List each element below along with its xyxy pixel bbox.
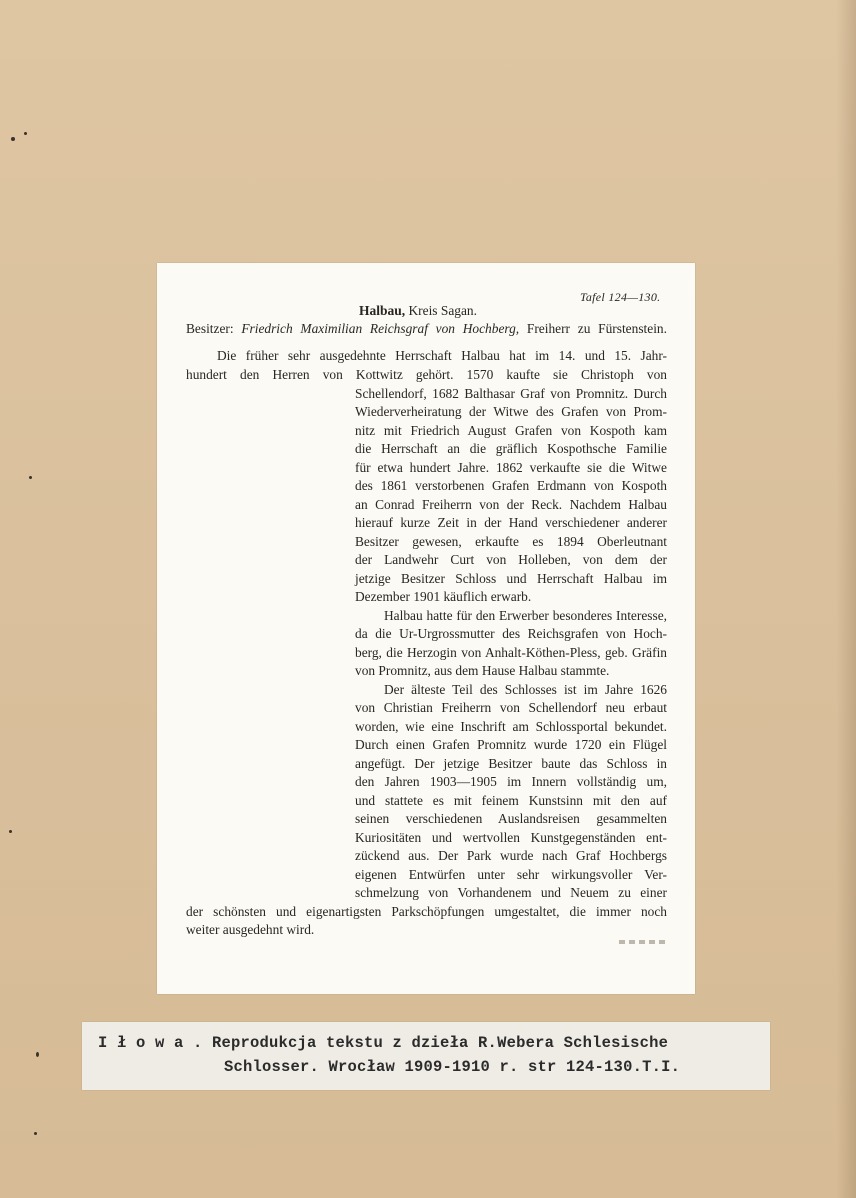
text-line: weiter ausgedehnt wird. [186,922,315,937]
text-line: Kuriositäten und wertvollen Kunstgegenständen ent- [355,830,667,845]
board-edge-shadow [836,0,856,1198]
text-line: seinen verschiedenen Auslandsreisen gesammelten [355,811,667,826]
plate-reference: Tafel 124—130. [580,290,661,304]
punch-hole-mark [36,1052,39,1057]
text-line: schmelzung von Vorhandenem und Neuem zu einer [355,885,667,900]
punch-hole-mark [34,1132,37,1135]
caption-line-1: I ł o w a . Reprodukcja tekstu z dzieła R.Webera Schlesische [98,1034,669,1052]
text-line: Schellendorf, 1682 Balthasar Graf von Promnitz. Durch [355,386,667,401]
text-line: und stattete es mit feinem Kunstsinn mit den auf [355,793,667,808]
owner-name: Friedrich Maximilian Reichsgraf von Hochberg, [241,321,520,336]
text-line: nitz mit Friedrich August Grafen von Kospoth kam [355,423,667,438]
text-line: worden, wie eine Inschrift am Schlossportal bekundet. [355,719,667,734]
text-line: berg, die Herzogin von Anhalt-Köthen-Pless, geb. Gräfin [355,645,667,660]
heading-district: Kreis Sagan. [408,303,477,318]
owner-title: Freiherr zu Fürstenstein. [526,321,667,336]
text-line: eigenen Entwürfen unter sehr wirkungsvoller Ver- [355,867,667,882]
text-line: Durch einen Grafen Promnitz wurde 1720 ein Flügel [355,737,667,752]
heading [359,302,477,320]
punch-hole-mark [9,830,12,833]
text-line: Besitzer gewesen, erkaufte es 1894 Oberleutnant [355,534,667,549]
text-line: der schönsten und eigenartigsten Parkschöpfungen umgestaltet, die immer noch [186,904,667,919]
text-line: die Herrschaft an die gräflich Kospothsche Familie [355,441,667,456]
text-line: hierauf kurze Zeit in der Hand verschiedener anderer [355,515,667,530]
text-line: zückend aus. Der Park wurde nach Graf Hochbergs [355,848,667,863]
caption-strip [82,1022,770,1090]
punch-hole-mark [29,476,32,479]
owner-label: Besitzer: [186,321,234,336]
punch-hole-mark [11,137,15,141]
print-smudge [619,940,667,944]
text-line: Dezember 1901 käuflich erwarb. [355,589,532,604]
text-line: von Promnitz, aus dem Hause Halbau stammte. [355,663,610,678]
text-line: von Christian Freiherrn von Schellendorf neu erbaut [355,700,667,715]
caption-line-2: Schlosser. Wrocław 1909-1910 r. str 124-130.T.I. [224,1058,681,1076]
text-line: für etwa hundert Jahre. 1862 verkaufte sie die Witwe [355,460,667,475]
text-line: hundert den Herren von Kottwitz gehört. 1570 kaufte sie Christoph von [186,367,667,382]
punch-hole-mark [24,132,27,135]
text-line: jetzige Besitzer Schloss und Herrschaft Halbau im [355,571,667,586]
text-line: Die früher sehr ausgedehnte Herrschaft Halbau hat im 14. und 15. Jahr- [217,348,667,363]
owner-line [186,320,667,338]
printed-page [157,263,695,994]
text-line: da die Ur-Urgrossmutter des Reichsgrafen von Hoch- [355,626,667,641]
text-line: angefügt. Der jetzige Besitzer baute das Schloss in [355,756,667,771]
heading-place: Halbau, [359,303,406,318]
text-line: Der älteste Teil des Schlosses ist im Jahre 1626 [384,682,667,697]
text-line: Wiederverheiratung der Witwe des Grafen von Prom- [355,404,667,419]
text-line: an Conrad Freiherrn von der Reck. Nachdem Halbau [355,497,667,512]
text-line: den Jahren 1903—1905 im Innern vollständig um, [355,774,667,789]
text-line: Halbau hatte für den Erwerber besonderes Interesse, [384,608,667,623]
text-line: der Landwehr Curt von Holleben, von dem der [355,552,667,567]
text-line: des 1861 verstorbenen Grafen Erdmann von Kospoth [355,478,667,493]
